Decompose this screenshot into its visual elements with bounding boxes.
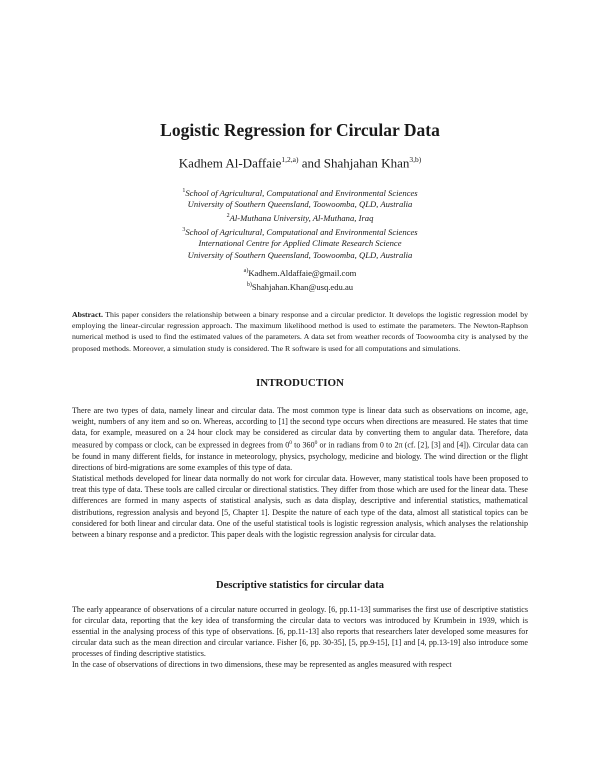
affiliations [0,186,600,261]
section-heading-introduction: INTRODUCTION [255,377,344,389]
author-conjunction: and [301,155,321,171]
affiliation-3-line-3: University of Southern Queensland, Toowoomba, QLD, Australia [187,249,413,260]
introduction-body [72,405,528,540]
email-block [0,265,600,293]
descriptive-paragraph-2: In the case of observations of directions in two dimensions, these may be represented as angles measured with respect [72,660,452,670]
paper-title: Logistic Regression for Circular Data [160,120,440,140]
affiliation-1-marker: 1 [182,188,186,194]
affiliation-3-line-1: $^3$School of Agricultural, Computational and Environmental Sciences [182,226,418,237]
email-2-marker: b) [246,281,252,288]
author-1: Kadhem Al-Daffaie [178,155,282,171]
section-heading-descriptive: Descriptive statistics for circular data [216,580,384,591]
author-2-marker: 3,b) [409,155,422,164]
descriptive-paragraph-1: The early appearance of observations of a circular nature occurred in geology. [6, pp.11-13] summarises the first use of descriptive statistics for circular data, reporting that the key idea of transforming the circular data to vectors was introduced by Krumbein in 1939, which is essential in the analysing process of this type of observations. [6, pp.11-13] also reports that researchers later developed some measures for circular data such as the mean direction and circular variance. Fisher [6, pp. 30-35], [5, pp.9-15], [1] and [4, pp.13-19] also introduce some processes of finding descriptive statistics. [72,605,528,659]
email-2: $^{b)}$Shahjahan.Khan@usq.edu.au [246,281,354,292]
affiliation-3-line-2: International Centre for Applied Climate Research Science [198,237,402,248]
affiliation-1-line-2: University of Southern Queensland, Toowoomba, QLD, Australia [187,199,413,210]
affiliation-2-marker: 2 [226,213,230,220]
email-1-marker: a) [243,268,249,274]
affiliation-3-marker: 3 [182,226,186,233]
descriptive-body [72,604,528,671]
author-line [0,155,600,171]
abstract-label: Abstract. [72,310,103,319]
introduction-paragraph-1: There are two types of data, namely linear and circular data. The most common type is linear data such as observations on income, age, weight, numbers of any item and so on. Whereas, according to [1] the second type occurs when directions are measured. He states that time data, for example, measured on a 24 hour clock may be considered as circular data by converting them to angular data. Therefore, data measured by compass or clock, can be expressed in degrees from $0^0$ to $360^0$ or in radians from 0 to 2π (cf. [2], [3] and [4]). Circular data can be found in many different fields, for instance in meteorology, physics, psychology, medicine and biology. The wind direction or the flight directions of bird-migrations are some examples of this type of data. [72,406,528,473]
author-2: Shahjahan Khan [323,155,410,171]
introduction-paragraph-2: Statistical methods developed for linear data normally do not work for circular data. However, many statistical tools have been proposed to treat this type of data. These tools are called circular or directional statistics. They differ from those which are used for the linear data. These differences are formed in many aspects of statistical analysis, such as data display, descriptive and inferential statistics, mathematical distributions, regression analysis and beyond [5, Chapter 1]. Despite the nature of each type of the data, almost all statistical topics can be considered for both linear and circular data. One of the useful statistical tools is logistic regression analysis, which analyses the relationship between a binary response and a predictor. This paper deals with the logistic regression analysis for circular data. [72,474,528,539]
abstract [72,309,528,354]
affiliation-2-line-1: $^2$Al-Muthana University, Al-Muthana, Iraq [226,212,374,223]
email-1: $^{a)}$Kadhem.Aldaffaie@gmail.com [243,267,357,278]
abstract-text: This paper considers the relationship between a binary response and a circular predictor. It develops the logistic regression model by employing the linear-circular regression approach. The maximum likelihood method is used to estimate the parameters. The Newton-Raphson numerical method is used to find the estimated values of the parameters. A data set from weather records of Toowoomba city is analysed by the proposed methods. Moreover, a simulation study is considered. The R software is used for all computations and simulations. [72,310,529,353]
author-1-marker: 1,2,a) [281,155,299,164]
affiliation-1-line-1: $^1$School of Agricultural, Computational and Environmental Sciences [182,187,418,198]
